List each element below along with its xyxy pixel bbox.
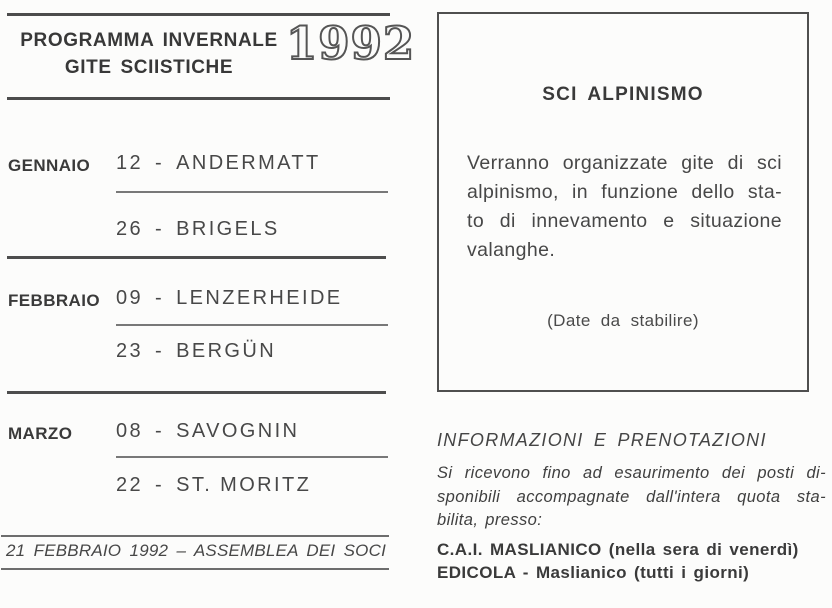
assembly-note: 21 FEBBRAIO 1992 – ASSEMBLEA DEI SOCI — [6, 541, 386, 560]
trip-separator: - — [155, 420, 165, 442]
program-title — [6, 27, 292, 81]
trip-day: 22 — [116, 474, 144, 496]
trip-divider — [116, 324, 388, 326]
trip-row — [116, 474, 311, 497]
info-body-line: Si ricevono fino ad esaurimento dei posti di- — [437, 464, 826, 482]
month-label-febbraio: FEBBRAIO — [8, 291, 100, 310]
trip-day: 26 — [116, 218, 144, 240]
top-divider — [7, 13, 390, 16]
trip-destination: ANDERMATT — [176, 152, 321, 174]
trip-destination: BRIGELS — [176, 218, 280, 240]
sci-alpinismo-box — [437, 12, 809, 392]
info-body-line: bilita, presso: — [437, 511, 543, 529]
trip-day: 12 — [116, 152, 144, 174]
trip-separator: - — [155, 152, 165, 174]
month-divider — [7, 391, 386, 394]
assembly-top-divider — [1, 535, 389, 537]
program-title-line2: GITE SCIISTICHE — [64, 57, 234, 78]
month-label-marzo: MARZO — [8, 424, 73, 443]
info-heading: INFORMAZIONI E PRENOTAZIONI — [437, 430, 767, 450]
box-body-line: Verranno organizzate gite di sci — [467, 152, 782, 174]
trip-day: 23 — [116, 340, 144, 362]
trip-destination: ST. MORITZ — [176, 474, 312, 496]
month-divider — [7, 256, 386, 259]
box-title: SCI ALPINISMO — [542, 84, 704, 105]
box-note: (Date da stabilire) — [547, 311, 699, 330]
contact-cai: C.A.I. MASLIANICO (nella sera di venerdì) — [437, 540, 799, 559]
trip-day: 09 — [116, 287, 144, 309]
trip-separator: - — [155, 218, 165, 240]
trip-destination: LENZERHEIDE — [176, 287, 343, 309]
box-body — [467, 149, 782, 265]
trip-separator: - — [155, 474, 165, 496]
assembly-bottom-divider — [1, 568, 389, 570]
info-body — [437, 462, 826, 533]
trip-divider — [116, 191, 388, 193]
trip-row — [116, 287, 343, 310]
trip-separator: - — [155, 287, 165, 309]
box-body-line: valanghe. — [467, 239, 556, 261]
program-year: 1992 — [286, 17, 416, 70]
info-body-line: sponibili accompagnate dall'intera quota sta- — [437, 487, 826, 506]
title-bottom-divider — [7, 97, 390, 100]
trip-row — [116, 420, 299, 443]
trip-day: 08 — [116, 420, 144, 442]
contact-edicola: EDICOLA - Maslianico (tutti i giorni) — [437, 563, 750, 582]
trip-row — [116, 340, 276, 363]
trip-divider — [116, 456, 388, 458]
trip-separator: - — [155, 340, 165, 362]
trip-destination: SAVOGNIN — [176, 420, 300, 442]
program-title-line1: PROGRAMMA INVERNALE — [20, 30, 278, 51]
box-body-line: to di innevamento e situazione — [467, 210, 782, 232]
trip-row — [116, 152, 321, 175]
trip-destination: BERGÜN — [176, 340, 277, 362]
trip-row — [116, 218, 280, 241]
month-label-gennaio: GENNAIO — [8, 156, 91, 175]
box-body-line: alpinismo, in funzione dello sta- — [467, 181, 782, 203]
